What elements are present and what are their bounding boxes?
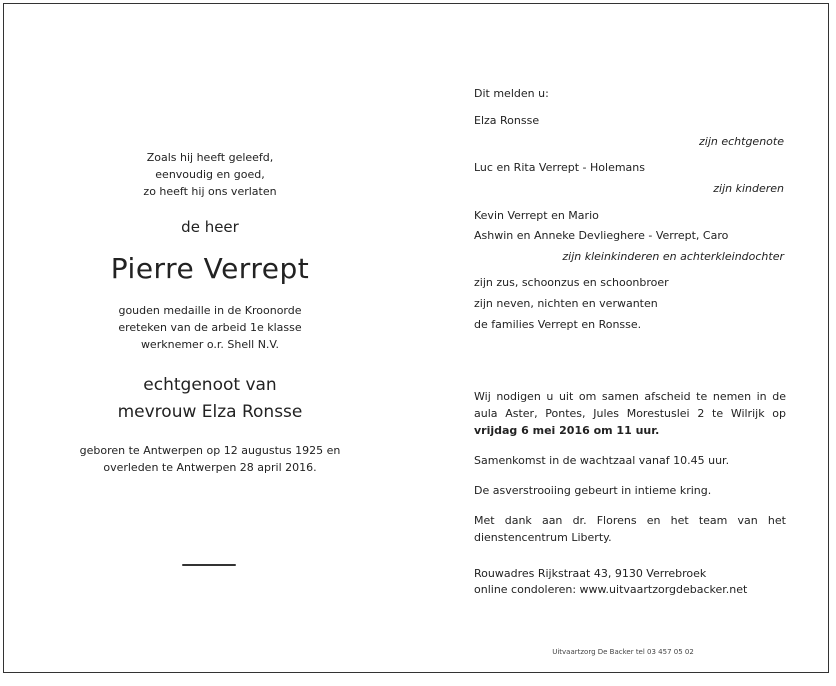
intro-line: eenvoudig en goed, bbox=[155, 168, 265, 181]
relatives-line: de families Verrept en Ronsse. bbox=[474, 318, 642, 331]
announcement: Dit melden u: bbox=[474, 87, 549, 100]
funeral-invitation bbox=[474, 388, 786, 439]
thanks-text: Met dank aan dr. Florens en het team van het dienstencentrum Liberty. bbox=[474, 514, 786, 544]
honor-line: ereteken van de arbeid 1e klasse bbox=[118, 321, 302, 334]
children-role: zijn kinderen bbox=[713, 182, 784, 195]
gathering-info: Samenkomst in de wachtzaal vanaf 10.45 uur. bbox=[474, 454, 730, 467]
invite-text: Wij nodigen u uit om samen afscheid te nemen in de aula Aster, Pontes, Jules Morestuslei 2 te Wilrijk op bbox=[474, 390, 786, 420]
honorific-title: de heer bbox=[181, 218, 239, 236]
grandchildren-role: zijn kleinkinderen en achterkleindochter bbox=[562, 250, 784, 263]
invite-date: vrijdag 6 mei 2016 om 11 uur. bbox=[474, 424, 660, 437]
spouse-section bbox=[4, 372, 416, 426]
grandchildren-line: Kevin Verrept en Mario bbox=[474, 209, 599, 222]
intro-line: zo heeft hij ons verlaten bbox=[143, 185, 277, 198]
left-panel bbox=[4, 4, 416, 672]
spouse-line: echtgenoot van bbox=[143, 375, 277, 395]
right-panel bbox=[474, 4, 786, 672]
honors-list bbox=[4, 302, 416, 353]
honor-line: gouden medaille in de Kroonorde bbox=[118, 304, 302, 317]
mourning-address: Rouwadres Rijkstraat 43, 9130 Verrebroek bbox=[474, 567, 707, 580]
spouse-name: Elza Ronsse bbox=[474, 114, 540, 127]
signature-mark bbox=[182, 564, 236, 566]
memorial-card bbox=[3, 3, 829, 673]
children-names: Luc en Rita Verrept - Holemans bbox=[474, 161, 645, 174]
intro-line: Zoals hij heeft geleefd, bbox=[146, 151, 274, 164]
date-line: overleden te Antwerpen 28 april 2016. bbox=[103, 461, 317, 474]
honor-line: werknemer o.r. Shell N.V. bbox=[140, 338, 280, 351]
relatives-line: zijn neven, nichten en verwanten bbox=[474, 297, 658, 310]
spouse-line: mevrouw Elza Ronsse bbox=[117, 402, 303, 422]
relatives-line: zijn zus, schoonzus en schoonbroer bbox=[474, 276, 669, 289]
online-condolences: online condoleren: www.uitvaartzorgdebacker.net bbox=[474, 583, 748, 596]
grandchildren-line: Ashwin en Anneke Devlieghere - Verrept, Caro bbox=[474, 229, 729, 242]
deceased-name: Pierre Verrept bbox=[110, 252, 310, 285]
intro-verse bbox=[4, 149, 416, 200]
funeral-home-footer: Uitvaartzorg De Backer tel 03 457 05 02 bbox=[552, 648, 694, 656]
spouse-role: zijn echtgenote bbox=[699, 135, 784, 148]
birth-death-dates bbox=[4, 442, 416, 476]
date-line: geboren te Antwerpen op 12 augustus 1925 en bbox=[79, 444, 341, 457]
ashes-info: De asverstrooiing gebeurt in intieme kring. bbox=[474, 484, 712, 497]
